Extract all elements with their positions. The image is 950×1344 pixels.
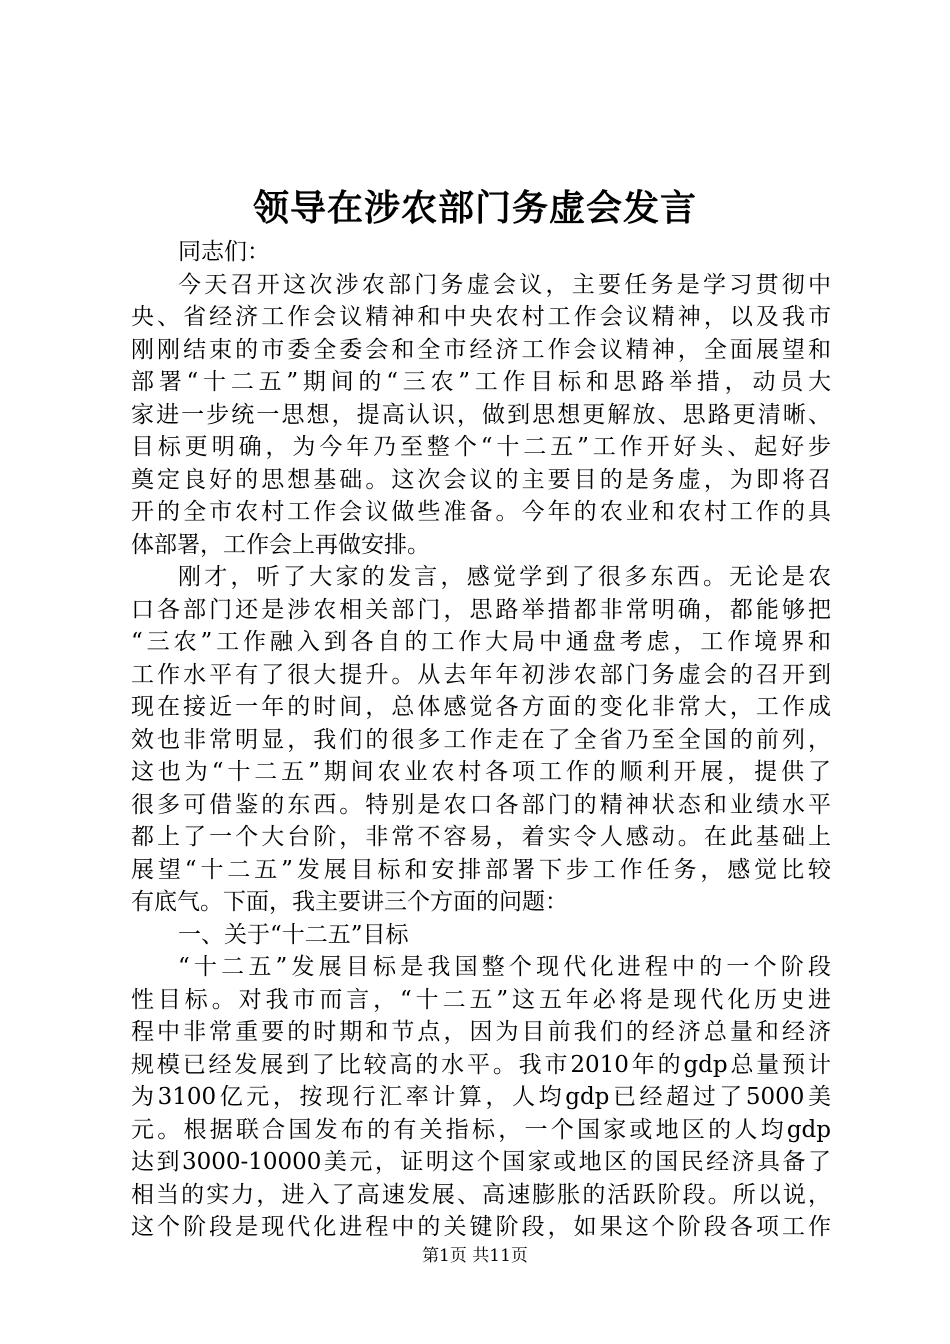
body-line: 有底气。下面，我主要讲三个方面的问题： (131, 889, 568, 915)
document-body (131, 236, 831, 1244)
body-line: 规模已经发展到了比较高的水平。我市2010年的gdp总量预计 (131, 1051, 831, 1078)
body-line: 都上了一个大台阶，非常不容易，着实令人感动。在此基础上 (131, 824, 831, 850)
body-line: 程中非常重要的时期和节点，因为目前我们的经济总量和经济 (131, 1019, 831, 1045)
document-title: 领导在涉农部门务虚会发言 (252, 187, 697, 229)
body-line: 这也为“十二五”期间农业农村各项工作的顺利开展，提供了 (131, 759, 831, 785)
body-line: 体部署，工作会上再做安排。 (131, 531, 430, 558)
body-line: 工作水平有了很大提升。从去年年初涉农部门务虚会的召开到 (131, 661, 831, 688)
body-line: 开的全市农村工作会议做些准备。今年的农业和农村工作的具 (131, 499, 831, 525)
body-line: 元。根据联合国发布的有关指标，一个国家或地区的人均gdp (131, 1116, 831, 1143)
body-line: 现在接近一年的时间，总体感觉各方面的变化非常大，工作成 (131, 694, 831, 720)
body-line: “三农”工作融入到各自的工作大局中通盘考虑，工作境界和 (131, 629, 831, 655)
body-line: 奠定良好的思想基础。这次会议的主要目的是务虚，为即将召 (131, 466, 831, 493)
salutation-line: 同志们： (178, 239, 270, 265)
body-line: 这个阶段是现代化进程中的关键阶段，如果这个阶段各项工作 (131, 1214, 831, 1240)
page-number-footer: 第1页 共11页 (422, 1246, 528, 1266)
body-line: 目标更明确，为今年乃至整个“十二五”工作开好头、起好步 (131, 434, 831, 460)
body-line: 刚才，听了大家的发言，感觉学到了很多东西。无论是农 (178, 564, 831, 590)
section-heading: 一、关于“十二五”目标 (178, 921, 409, 948)
body-line: “十二五”发展目标是我国整个现代化进程中的一个阶段 (178, 954, 831, 980)
body-line: 相当的实力，进入了高速发展、高速膨胀的活跃阶段。所以说， (131, 1181, 831, 1208)
body-line: 部署“十二五”期间的“三农”工作目标和思路举措，动员大 (131, 369, 831, 395)
body-line: 刚刚结束的市委全委会和全市经济工作会议精神，全面展望和 (131, 336, 831, 363)
body-line: 今天召开这次涉农部门务虚会议，主要任务是学习贯彻中 (178, 271, 831, 298)
body-line: 性目标。对我市而言，“十二五”这五年必将是现代化历史进 (131, 986, 831, 1013)
body-line: 为3100亿元，按现行汇率计算，人均gdp已经超过了5000美 (131, 1084, 831, 1110)
body-line: 很多可借鉴的东西。特别是农口各部门的精神状态和业绩水平 (131, 791, 831, 818)
body-line: 效也非常明显，我们的很多工作走在了全省乃至全国的前列， (131, 726, 831, 753)
body-line: 家进一步统一思想，提高认识，做到思想更解放、思路更清晰、 (131, 401, 831, 428)
body-line: 展望“十二五”发展目标和安排部署下步工作任务，感觉比较 (131, 856, 831, 883)
body-line: 达到3000-10000美元，证明这个国家或地区的国民经济具备了 (131, 1149, 831, 1175)
body-line: 口各部门还是涉农相关部门，思路举措都非常明确，都能够把 (131, 596, 831, 623)
body-line: 央、省经济工作会议精神和中央农村工作会议精神，以及我市 (131, 304, 831, 330)
